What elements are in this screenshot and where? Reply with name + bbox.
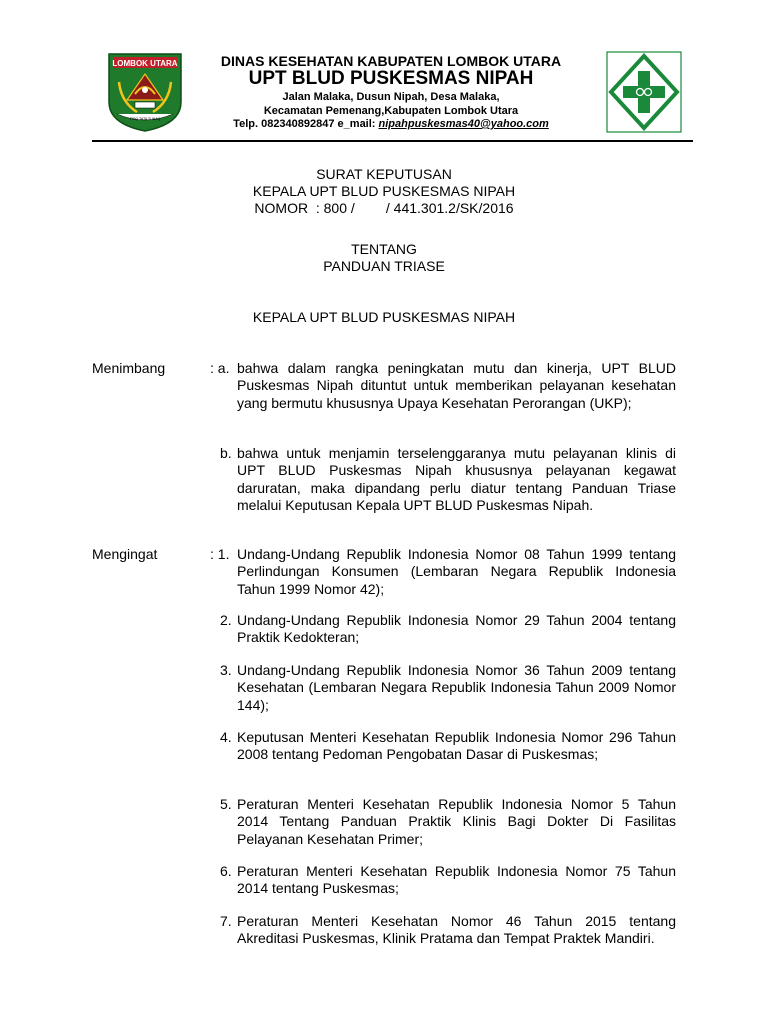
issuer-heading: KEPALA UPT BLUD PUSKESMAS NIPAH — [252, 309, 516, 325]
address-line-1: Jalan Malaka, Dusun Nipah, Desa Malaka, — [282, 91, 500, 103]
email-link[interactable]: nipahpuskesmas40@yahoo.com — [378, 118, 549, 130]
svg-text:LOMBOK UTARA: LOMBOK UTARA — [112, 59, 178, 68]
address-line-2: Kecamatan Pemenang,Kabupaten Lombok Utara — [263, 105, 519, 117]
mengingat-marker-6: 6. — [220, 863, 232, 879]
contact-prefix: Telp. 082340892847 e_mail: — [233, 118, 379, 130]
menimbang-item-b: bahwa untuk menjamin terselenggaranya mutu pelayanan klinis di UPT BLUD Puskesmas Nipah khususnya pelayanan kegawat daruratan, maka dipandang perlu diatur tentang Panduan Triase melalui Keputusan Kepala UPT BLUD Puskesmas Nipah. — [237, 445, 676, 514]
document-number: NOMOR : 800 / / 441.301.2/SK/2016 — [254, 200, 514, 216]
puskesmas-logo — [606, 51, 682, 133]
mengingat-marker-7: 7. — [220, 913, 232, 929]
document-subject: PANDUAN TRIASE — [323, 258, 445, 274]
mengingat-marker-4: 4. — [220, 729, 232, 745]
contact-line — [150, 117, 632, 131]
mengingat-item-7: Peraturan Menteri Kesehatan Nomor 46 Tahun 2015 tentang Akreditasi Puskesmas, Klinik Pratama dan Tempat Praktek Mandiri. — [237, 913, 676, 947]
tentang-heading: TENTANG — [351, 241, 417, 257]
mengingat-item-3: Undang-Undang Republik Indonesia Nomor 36 Tahun 2009 tentang Kesehatan (Lembaran Negara Republik Indonesia Tahun 2009 Nomor 144); — [237, 662, 676, 713]
agency-name: DINAS KESEHATAN KABUPATEN LOMBOK UTARA — [220, 53, 562, 69]
mengingat-item-2: Undang-Undang Republik Indonesia Nomor 29 Tahun 2004 tentang Praktik Kedokteran; — [237, 612, 676, 646]
mengingat-item-5: Peraturan Menteri Kesehatan Republik Indonesia Nomor 5 Tahun 2014 Tentang Panduan Praktik Klinis Bagi Dokter Di Fasilitas Pelayanan Kesehatan Primer; — [237, 796, 676, 847]
menimbang-item-a: bahwa dalam rangka peningkatan mutu dan kinerja, UPT BLUD Puskesmas Nipah dituntut untuk memberikan pelayanan kesehatan yang bermutu khususnya Upaya Kesehatan Perorangan (UKP); — [237, 360, 676, 411]
mengingat-item-6: Peraturan Menteri Kesehatan Republik Indonesia Nomor 75 Tahun 2014 tentang Puskesmas; — [237, 863, 676, 897]
unit-name: UPT BLUD PUSKESMAS NIPAH — [248, 68, 534, 89]
mengingat-label: Mengingat — [92, 546, 158, 562]
menimbang-marker-b: b. — [220, 445, 232, 461]
mengingat-item-1: Undang-Undang Republik Indonesia Nomor 08 Tahun 1999 tentang Perlindungan Konsumen (Lembaran Negara Republik Indonesia Tahun 1999 Nomor 42); — [237, 546, 676, 597]
mengingat-marker-3: 3. — [220, 662, 232, 678]
mengingat-marker-5: 5. — [220, 796, 232, 812]
document-issuer-title: KEPALA UPT BLUD PUSKESMAS NIPAH — [252, 183, 516, 199]
menimbang-marker-a: : a. — [210, 360, 230, 376]
letterhead-divider — [92, 140, 693, 142]
mengingat-marker-1: : 1. — [210, 546, 230, 562]
mengingat-item-4: Keputusan Menteri Kesehatan Republik Indonesia Nomor 296 Tahun 2008 tentang Pedoman Pengobatan Dasar di Puskesmas; — [237, 729, 676, 763]
document-type: SURAT KEPUTUSAN — [316, 166, 452, 182]
menimbang-label: Menimbang — [92, 360, 166, 376]
mengingat-marker-2: 2. — [220, 612, 232, 628]
svg-text:TIOQ TATA TUNAQ: TIOQ TATA TUNAQ — [129, 117, 161, 121]
